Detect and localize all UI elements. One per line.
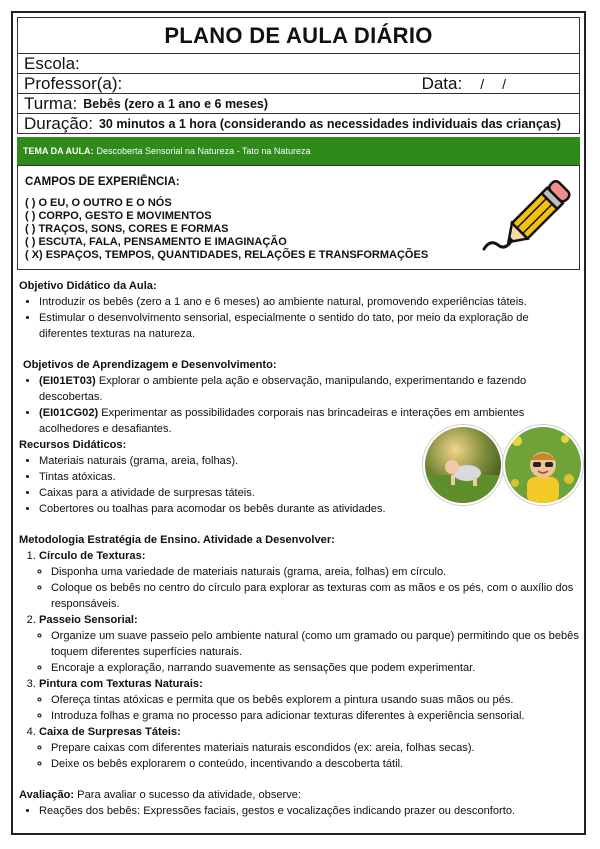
content-body: [19, 278, 579, 819]
child-in-leaves-photo: [503, 425, 583, 505]
list-item: ◦ Disponha uma variedade de materiais naturais (grama, areia, folhas) em círculo.: [51, 564, 579, 580]
avaliacao-text: Para avaliar o sucesso da atividade, observe:: [74, 789, 302, 801]
step-list: [39, 692, 579, 724]
turma-row: [18, 94, 579, 114]
campos-item: ( ) ESCUTA, FALA, PENSAMENTO E IMAGINAÇÃO: [25, 236, 287, 248]
avaliacao-list: [19, 803, 579, 819]
campos-item: ( ) CORPO, GESTO E MOVIMENTOS: [25, 210, 212, 222]
objective-code: (EI01ET03): [39, 375, 96, 387]
professor-row: [18, 74, 579, 94]
objetivo-title: Objetivo Didático da Aula:: [19, 280, 157, 292]
date-separator: /: [502, 75, 506, 92]
step-title: Pintura com Texturas Naturais:: [39, 678, 203, 690]
list-item: • Cobertores ou toalhas para acomodar os bebês durante as atividades.: [39, 501, 579, 517]
step-list: [39, 564, 579, 612]
campos-title: CAMPOS DE EXPERIÊNCIA:: [25, 176, 180, 188]
step-title: Passeio Sensorial:: [39, 614, 138, 626]
method-step: [39, 548, 579, 612]
escola-label: Escola:: [24, 53, 80, 73]
data-label: Data:: [421, 73, 463, 93]
campos-item: ( ) O EU, O OUTRO E O NÓS: [25, 197, 172, 209]
list-item: • Materiais naturais (grama, areia, folhas).: [39, 453, 579, 469]
baby-crawling-photo: [423, 425, 503, 505]
list-item: • Estimular o desenvolvimento sensorial, especialmente o sentido do tato, por meio da exploração de diferentes texturas na natureza.: [39, 310, 579, 342]
campos-list: [25, 197, 428, 262]
list-item: ◦ Coloque os bebês no centro do círculo para explorar as texturas com as mãos e os pés, com o auxílio dos responsáveis.: [51, 580, 579, 612]
tema-banner: [17, 137, 580, 165]
turma-value: Bebês (zero a 1 ano e 6 meses): [83, 96, 269, 111]
campos-box: [17, 165, 580, 270]
duracao-row: [18, 114, 579, 133]
tema-label: TEMA DA AULA:: [23, 146, 94, 156]
method-step: [39, 612, 579, 676]
objective-code: (EI01CG02): [39, 407, 99, 419]
page-title: PLANO DE AULA DIÁRIO: [18, 18, 579, 54]
step-title: Círculo de Texturas:: [39, 550, 146, 562]
list-item: ◦ Ofereça tintas atóxicas e permita que os bebês explorem a pintura usando suas mãos ou pés.: [51, 692, 579, 708]
step-list: [39, 628, 579, 676]
turma-label: Turma:: [24, 93, 78, 113]
photo-group: [423, 425, 583, 503]
list-item: • Tintas atóxicas.: [39, 469, 579, 485]
metodologia-steps: [19, 548, 579, 772]
method-step: [39, 676, 579, 724]
recursos-title: Recursos Didáticos:: [19, 439, 127, 451]
metodologia-title: Metodologia Estratégia de Ensino. Atividade a Desenvolver:: [19, 534, 335, 546]
step-list: [39, 740, 579, 772]
tema-value: Descoberta Sensorial na Natureza - Tato na Natureza: [96, 146, 311, 156]
duracao-value: 30 minutos a 1 hora (considerando as necessidades individuais das crianças): [98, 116, 561, 131]
list-item: ◦ Encoraje a exploração, narrando suavemente as sensações que podem experimentar.: [51, 660, 579, 676]
header-table: [17, 17, 580, 134]
objective-text: Explorar o ambiente pela ação e observação, manipulando, experimentando e fazendo descobertas.: [39, 375, 527, 403]
objetivo-list: [19, 294, 579, 342]
campos-item: ( ) TRAÇOS, SONS, CORES E FORMAS: [25, 223, 229, 235]
list-item: ◦ Introduza folhas e grama no processo para adicionar texturas diferentes à experiência sensorial.: [51, 708, 579, 724]
step-title: Caixa de Surpresas Táteis:: [39, 726, 181, 738]
objective-text: Experimentar as possibilidades corporais nas brincadeiras e interações em ambientes acolhedores e desafiantes.: [39, 407, 525, 435]
professor-label: Professor(a):: [24, 73, 123, 93]
date-separator: /: [480, 75, 485, 92]
list-item: • Caixas para a atividade de surpresas táteis.: [39, 485, 579, 501]
pencil-icon: [476, 171, 576, 261]
method-step: [39, 724, 579, 772]
list-item: [39, 373, 579, 405]
list-item: • Introduzir os bebês (zero a 1 ano e 6 meses) ao ambiente natural, promovendo experiências táteis.: [39, 294, 579, 310]
avaliacao-label: Avaliação:: [19, 789, 75, 801]
escola-row: [18, 54, 579, 74]
campos-item: ( X) ESPAÇOS, TEMPOS, QUANTIDADES, RELAÇÕES E TRANSFORMAÇÕES: [25, 249, 429, 261]
list-item: ◦ Organize um suave passeio pelo ambiente natural (como um gramado ou parque) permitindo que os bebês toquem diferentes superfícies naturais.: [51, 628, 579, 660]
list-item: ◦ Deixe os bebês explorarem o conteúdo, incentivando a descoberta tátil.: [51, 756, 579, 772]
data-field: [422, 74, 506, 94]
list-item: ◦ Prepare caixas com diferentes materiais naturais escondidos (ex: areia, folhas secas).: [51, 740, 579, 756]
duracao-label: Duração:: [24, 113, 93, 133]
aprendizagem-title: Objetivos de Aprendizagem e Desenvolvimento:: [23, 359, 277, 371]
list-item: • Reações dos bebês: Expressões faciais, gestos e vocalizações indicando prazer ou desconforto.: [39, 803, 579, 819]
